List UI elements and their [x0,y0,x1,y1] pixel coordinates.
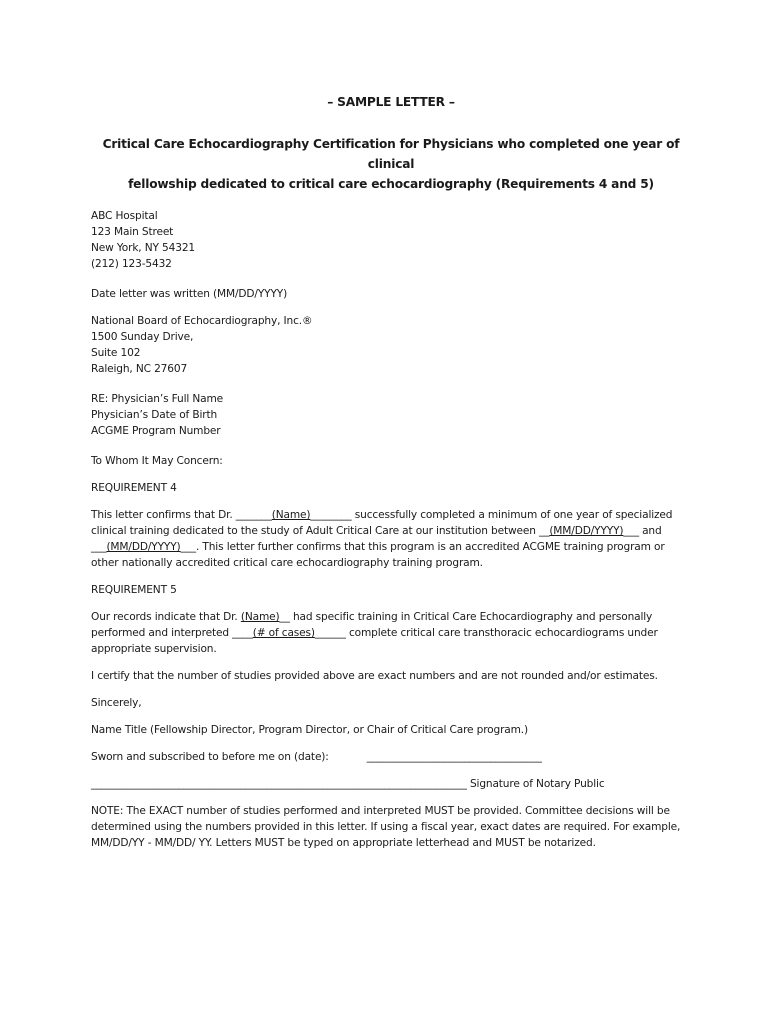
req4-text-1: This letter confirms that Dr. _______ [91,509,272,521]
re-acgme-number: ACGME Program Number [91,425,221,437]
req4-text-4: ___. This letter further confirms that this program is an accredited ACGME training program or other nationally accredited critical care echocardiography training program. [91,541,665,569]
sender-city: New York, NY 54321 [91,242,196,254]
req5-name-field: (Name) [240,611,280,623]
requirement-5-paragraph [91,609,691,657]
req5-text-2: __ had specific training in Critical Care Echocardiography and personally performed and interpreted ____ [91,611,653,639]
sender-street: 123 Main Street [91,226,174,238]
notary-signature-blank: _________________________________________________________________________ [91,778,467,790]
closing: Sincerely, [91,697,142,709]
req5-text-3: ______ complete critical care transthoracic echocardiograms under appropriate supervision. [91,627,658,655]
notary-signature-line [91,776,691,792]
letter-page [91,92,691,862]
sworn-date-blank: __________________________________ [366,751,542,763]
req5-cases-field: (# of cases) [252,627,315,639]
req4-name-field: (Name) [271,509,311,521]
title-line-1: Critical Care Echocardiography Certification for Physicians who completed one year of clinical [102,137,680,171]
letter-title [91,134,691,194]
certify-statement: I certify that the number of studies provided above are exact numbers and are not rounded and/or estimates. [91,670,658,682]
date-line: Date letter was written (MM/DD/YYYY) [91,288,288,300]
re-physician-dob: Physician’s Date of Birth [91,409,218,421]
requirement-4-heading: REQUIREMENT 4 [91,482,177,494]
requirement-4-paragraph [91,507,691,571]
req4-end-date-field: (MM/DD/YYYY) [106,541,181,553]
sender-name: ABC Hospital [91,210,158,222]
title-line-2: fellowship dedicated to critical care echocardiography (Requirements 4 and 5) [128,177,654,191]
req4-text-3: ___ and ___ [91,525,662,553]
notary-signature-label: Signature of Notary Public [466,778,605,790]
sworn-line [91,749,691,765]
sample-letter-label: – SAMPLE LETTER – [327,95,455,109]
note-paragraph: NOTE: The EXACT number of studies performed and interpreted MUST be provided. Committee decisions will be determined using the numbers provided in this letter. If using a fiscal year, exact dates are required. For example, MM/DD/YY - MM/DD/ YY. Letters MUST be typed on appropriate letterhead and MUST be notarized. [91,805,681,849]
req4-text-2: ________ successfully completed a minimum of one year of specialized clinical training dedicated to the study of Adult Critical Care at our institution between __ [91,509,673,537]
recipient-suite: Suite 102 [91,347,141,359]
sworn-label: Sworn and subscribed to before me on (date): [91,751,329,763]
requirement-5-heading: REQUIREMENT 5 [91,584,177,596]
req5-text-1: Our records indicate that Dr. [91,611,241,623]
recipient-city: Raleigh, NC 27607 [91,363,188,375]
re-physician-name: RE: Physician’s Full Name [91,393,224,405]
recipient-name: National Board of Echocardiography, Inc.® [91,315,313,327]
salutation: To Whom It May Concern: [91,455,223,467]
req4-start-date-field: (MM/DD/YYYY) [549,525,624,537]
sender-phone: (212) 123-5432 [91,258,172,270]
re-block [91,391,691,439]
recipient-street: 1500 Sunday Drive, [91,331,194,343]
recipient-address [91,313,691,377]
sender-address [91,208,691,272]
signer-title: Name Title (Fellowship Director, Program Director, or Chair of Critical Care program.) [91,724,528,736]
